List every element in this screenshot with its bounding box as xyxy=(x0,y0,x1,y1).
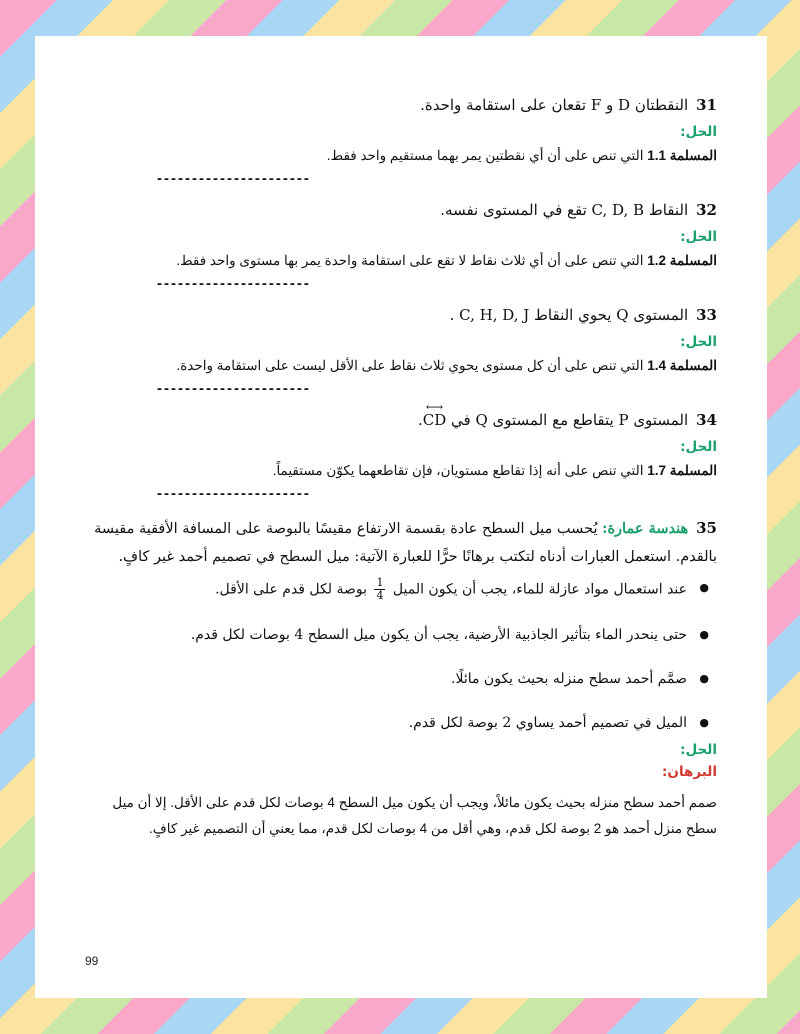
postulate-ref: المسلمة 1.4 xyxy=(647,358,717,373)
question-number: 31 xyxy=(696,96,717,114)
postulate-ref: المسلمة 1.7 xyxy=(647,463,717,478)
answer-32 xyxy=(85,251,717,271)
page-sheet xyxy=(35,36,767,998)
proof-text: صمم أحمد سطح منزله بحيث يكون مائلاً، ويجب أن يكون ميل السطح 4 بوصات لكل قدم على الأقل. إلا أن ميل سطح منزل أحمد هو 2 بوصة لكل قدم، وهي أقل من 4 بوصات لكل قدم، مما يعني أن التصميم غير كافٍ. xyxy=(112,795,717,836)
exercise-31 xyxy=(85,94,717,187)
answer-34 xyxy=(85,461,717,481)
divider: ---------------------- xyxy=(157,275,311,292)
topic-label: هندسة عمارة: xyxy=(602,520,689,537)
question-34 xyxy=(85,409,717,431)
list-item: ● صمَّم أحمد سطح منزله بحيث يكون مائلًا. xyxy=(85,668,687,690)
list-item: ● الميل في تصميم أحمد يساوي 2 بوصة لكل قدم. xyxy=(85,712,687,734)
exercise-34 xyxy=(85,409,717,502)
solution-label: الحل: xyxy=(680,439,717,455)
question-number: 34 xyxy=(696,411,717,429)
exercise-33 xyxy=(85,304,717,397)
question-text: النقاط C, D, B تقع في المستوى نفسه. xyxy=(440,201,689,219)
solution-label: الحل: xyxy=(680,742,717,758)
question-32 xyxy=(85,199,717,221)
question-text: يُحسب ميل السطح عادة بقسمة الارتفاع مقيسًا بالبوصة على المسافة الأفقية مقيسة بالقدم. استعمل العبارات أدناه لتكتب برهانًا حرًّا للعبارة الآتية: ميل السطح في تصميم أحمد غير كافٍ. xyxy=(94,521,717,565)
question-text: المستوى P يتقاطع مع المستوى Q في xyxy=(446,411,689,429)
question-text: النقطتان D و F تقعان على استقامة واحدة. xyxy=(420,96,689,114)
statements-list xyxy=(85,577,717,734)
page-number: 99 xyxy=(85,954,99,968)
proof-label: البرهان: xyxy=(662,764,717,780)
answer-text: التي تنص على أنه إذا تقاطع مستويان، فإن تقاطعهما يكوّن مستقيماً. xyxy=(272,463,648,478)
page-content xyxy=(85,94,717,842)
question-text-end: . xyxy=(417,411,423,429)
question-33 xyxy=(85,304,717,326)
question-text: المستوى Q يحوي النقاط C, H, D, J . xyxy=(449,306,689,324)
list-item: ● حتى ينحدر الماء بتأثير الجاذبية الأرضية، يجب أن يكون ميل السطح 4 بوصات لكل قدم. xyxy=(85,624,687,646)
exercise-35 xyxy=(85,514,717,842)
list-item: ● عند استعمال مواد عازلة للماء، يجب أن يكون الميل $\frac{1}{4}$ بوصة لكل قدم على الأقل. xyxy=(85,577,687,602)
exercise-32 xyxy=(85,199,717,292)
divider: ---------------------- xyxy=(157,170,311,187)
question-number: 32 xyxy=(696,201,717,219)
divider: ---------------------- xyxy=(157,485,311,502)
solution-label: الحل: xyxy=(680,124,717,140)
answer-31 xyxy=(85,146,717,166)
fraction-one-quarter: $\frac{1}{4}$ xyxy=(376,576,384,602)
question-number: 33 xyxy=(696,306,717,324)
solution-label: الحل: xyxy=(680,334,717,350)
question-31 xyxy=(85,94,717,116)
divider: ---------------------- xyxy=(157,380,311,397)
answer-33 xyxy=(85,356,717,376)
answer-text: التي تنص على أن أي نقطتين يمر بهما مستقيم واحد فقط. xyxy=(326,148,648,163)
line-cd-symbol: ⟷ CD xyxy=(423,409,447,431)
postulate-ref: المسلمة 1.2 xyxy=(647,253,717,268)
answer-text: التي تنص على أن كل مستوى يحوي ثلاث نقاط على الأقل ليست على استقامة واحدة. xyxy=(176,358,648,373)
answer-text: التي تنص على أن أي ثلاث نقاط لا تقع على استقامة واحدة يمر بها مستوى واحد فقط. xyxy=(176,253,648,268)
question-number: 35 xyxy=(696,519,717,537)
postulate-ref: المسلمة 1.1 xyxy=(647,148,717,163)
solution-label: الحل: xyxy=(680,229,717,245)
question-35 xyxy=(85,514,717,571)
